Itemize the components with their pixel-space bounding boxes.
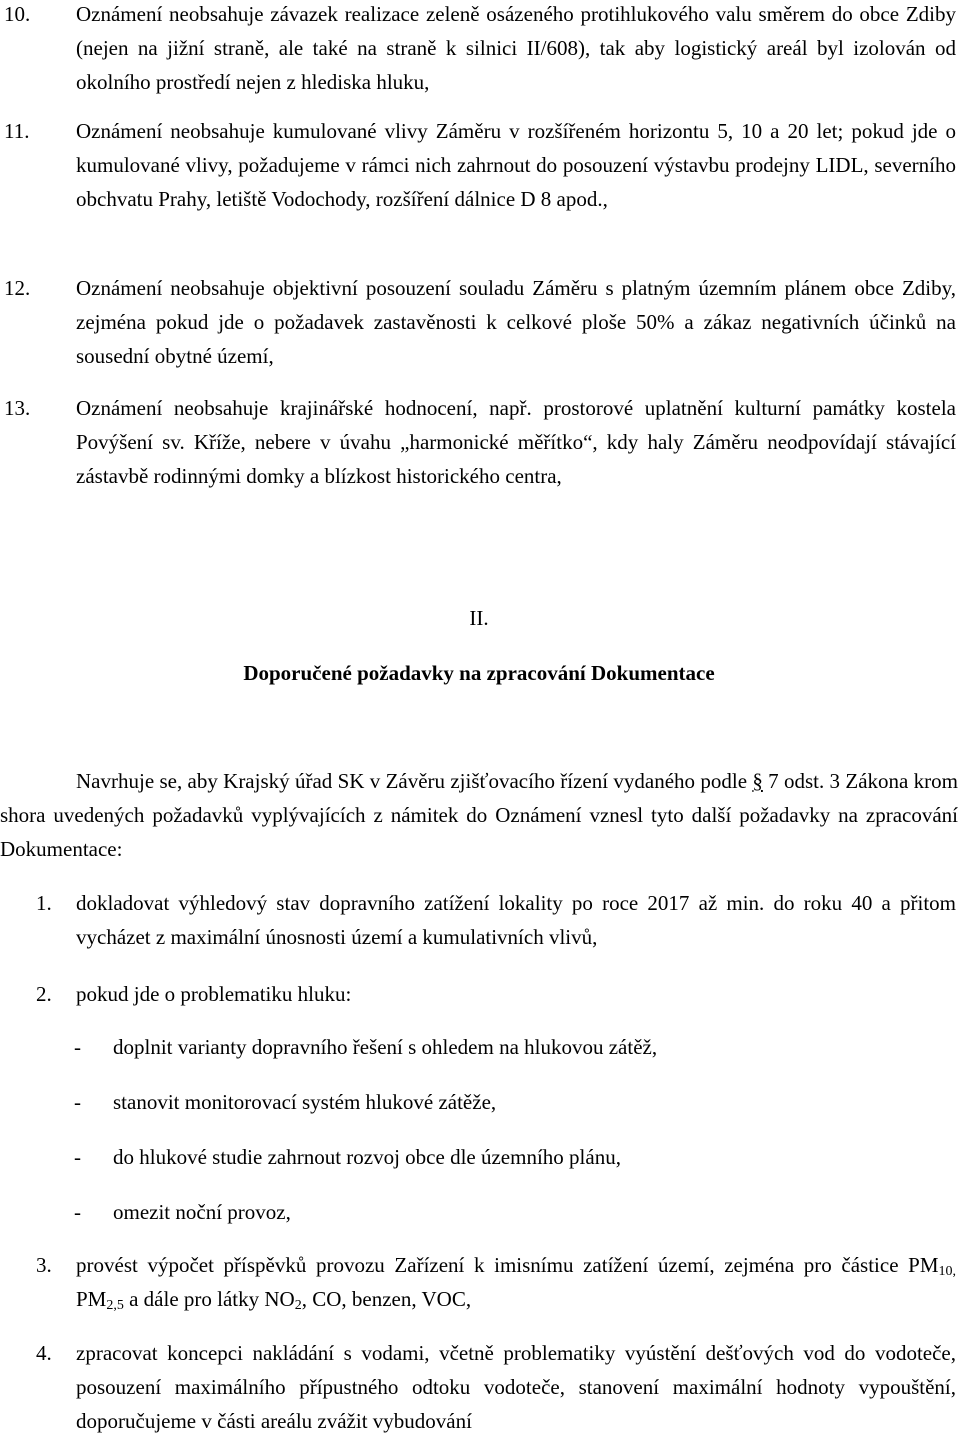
item-text: Oznámení neobsahuje objektivní posouzení souladu Záměru s platným územním plánem obce Zdiby, zejména pokud jde o požadavek zastavěnosti k celkové ploše 50% a zákaz negativních účinků na sousední obytné území, <box>76 276 956 368</box>
list-item-13 <box>0 391 958 493</box>
section-title: Doporučené požadavky na zpracování Dokumentace <box>243 661 715 685</box>
dash-mark: - <box>74 1145 81 1169</box>
dash-item-1 <box>0 1030 958 1064</box>
item-text <box>76 1248 956 1316</box>
item3-text-3: a dále pro látky NO <box>123 1287 295 1311</box>
dash-text: omezit noční provoz, <box>113 1200 291 1224</box>
list-item-1 <box>0 886 958 954</box>
subscript-pm10: 10, <box>938 1264 956 1279</box>
list-item-12 <box>0 271 958 373</box>
dash-text: do hlukové studie zahrnout rozvoj obce dle územního plánu, <box>113 1145 621 1169</box>
list-item-10 <box>0 0 958 99</box>
intro-paragraph <box>0 764 958 866</box>
item-number: 13. <box>4 396 31 420</box>
dash-mark: - <box>74 1200 81 1224</box>
item-number: 1. <box>36 891 52 915</box>
item-text: Oznámení neobsahuje kumulované vlivy Záměru v rozšířeném horizontu 5, 10 a 20 let; pokud jde o kumulované vlivy, požadujeme v rámci nich zahrnout do posouzení výstavbu prodejny LIDL, severního obchvatu Prahy, letiště Vodochody, rozšíření dálnice D 8 apod., <box>76 119 956 211</box>
item3-text-4: , CO, benzen, VOC, <box>301 1287 472 1311</box>
dash-text: doplnit varianty dopravního řešení s ohledem na hlukovou zátěž, <box>113 1035 658 1059</box>
dash-mark: - <box>74 1035 81 1059</box>
subscript-no2: 2 <box>294 1298 302 1313</box>
list-item-11 <box>0 114 958 216</box>
item-text: Oznámení neobsahuje krajinářské hodnocení, např. prostorové uplatnění kulturní památky kostela Povýšení sv. Kříže, nebere v úvahu „harmonické měřítko“, kdy haly Záměru neodpovídají stávající zástavbě rodinnými domky a blízkost historického centra, <box>76 396 956 488</box>
item-number: 12. <box>4 276 31 300</box>
dash-item-2 <box>0 1085 958 1119</box>
item3-text-2: PM <box>76 1287 107 1311</box>
item3-text-1: provést výpočet příspěvků provozu Zařízení k imisnímu zatížení území, zejména pro částice PM <box>76 1253 939 1277</box>
item-number: 2. <box>36 982 52 1006</box>
item-number: 3. <box>36 1253 52 1277</box>
item-text: zpracovat koncepci nakládání s vodami, včetně problematiky vyústění dešťových vod do vodoteče, posouzení maximálního přípustného odtoku vodoteče, stanovení maximální hodnoty vypouštění, doporučujeme v části areálu zvážit vybudování <box>76 1341 956 1433</box>
intro-text-part2: 7 odst. 3 Zákona krom shora uvedených požadavků vyplývajících z námitek do Oznámení vznesl tyto další požadavky na zpracování Dokumentace: <box>0 769 958 861</box>
section-numeral: II. <box>469 606 489 630</box>
dash-item-4 <box>0 1195 958 1229</box>
item-text: dokladovat výhledový stav dopravního zatížení lokality po roce 2017 až min. do roku 40 a přitom vycházet z maximální únosnosti území a kumulativních vlivů, <box>76 891 956 949</box>
item-number: 4. <box>36 1341 52 1365</box>
paragraph-sign: § <box>752 769 763 793</box>
list-item-2 <box>0 977 958 1011</box>
item-text: pokud jde o problematiku hluku: <box>76 982 352 1006</box>
list-item-4 <box>0 1336 958 1438</box>
item-text: Oznámení neobsahuje závazek realizace zeleně osázeného protihlukového valu směrem do obce Zdiby (nejen na jižní straně, ale také na straně k silnici II/608), tak aby logistický areál byl izolován od okolního prostředí nejen z hlediska hluku, <box>76 2 956 94</box>
dash-item-3 <box>0 1140 958 1174</box>
item-number: 11. <box>4 119 30 143</box>
dash-mark: - <box>74 1090 81 1114</box>
list-item-3 <box>0 1248 958 1316</box>
subscript-pm25: 2,5 <box>106 1298 124 1313</box>
item-number: 10. <box>4 2 31 26</box>
dash-text: stanovit monitorovací systém hlukové zátěže, <box>113 1090 497 1114</box>
intro-text-part1: Navrhuje se, aby Krajský úřad SK v Závěru zjišťovacího řízení vydaného podle <box>76 769 753 793</box>
